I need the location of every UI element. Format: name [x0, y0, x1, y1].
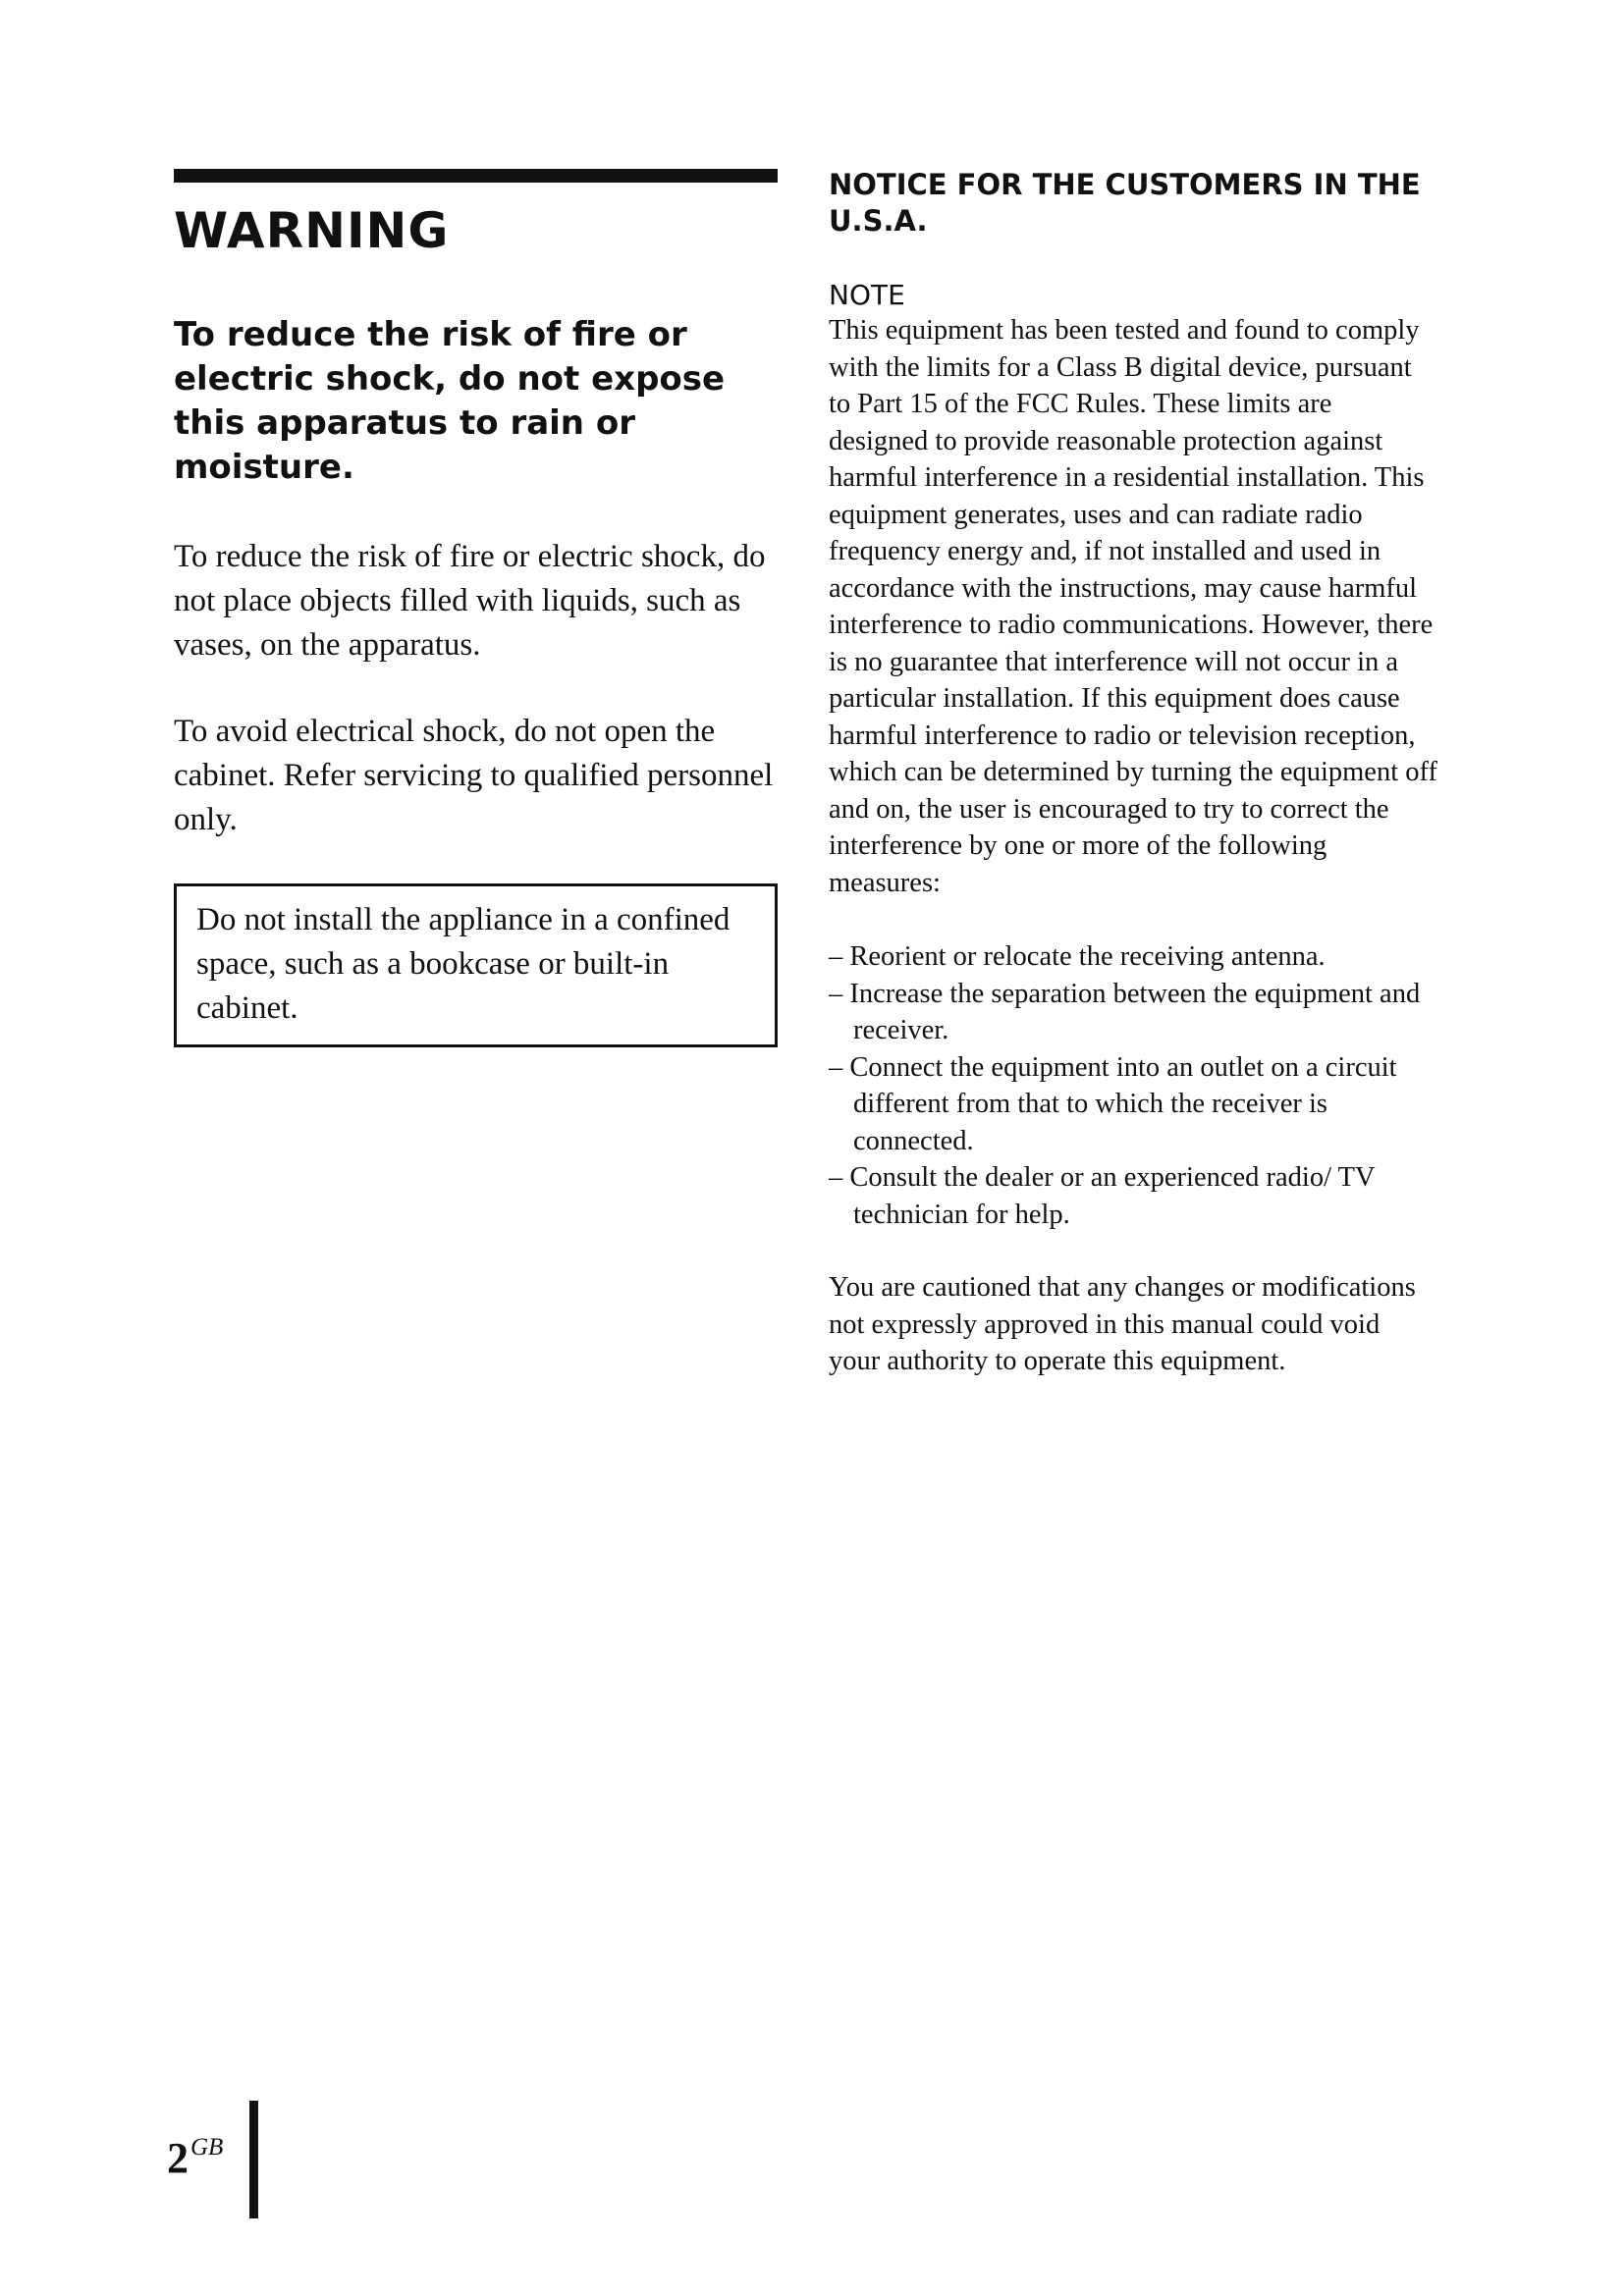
measures-list [829, 938, 1437, 1233]
warning-section [174, 169, 778, 1047]
list-item: – Reorient or relocate the receiving antenna. [829, 941, 1326, 972]
notice-heading: NOTICE FOR THE CUSTOMERS IN THE U.S.A. [829, 168, 1421, 238]
note-label: NOTE [829, 279, 905, 311]
list-item: – Consult the dealer or an experienced radio/ TV technician for help. [829, 1162, 1376, 1230]
page-number-value: 2 [167, 2134, 189, 2182]
list-item: – Connect the equipment into an outlet on a circuit different from that to which the receiver is connected. [829, 1051, 1397, 1156]
note-text: This equipment has been tested and found to comply with the limits for a Class B digital device, pursuant to Part 15 of the FCC Rules. These limits are designed to provide reasonable protection against harmful interference in a residential installation. This equipment generates, uses and can radiate radio frequency energy and, if not installed and used in accordance with the instructions, may cause harmful interference to radio communications. However, there is no guarantee that interference will not occur in a particular installation. If this equipment does cause harmful interference to radio or television reception, which can be determined by turning the equipment off and on, the user is encouraged to try to correct the interference by one or more of the following measures: [829, 315, 1437, 898]
list-item: – Increase the separation between the equipment and receiver. [829, 978, 1421, 1045]
installation-notice-box [174, 883, 778, 1047]
page-number-suffix: GB [190, 2134, 224, 2161]
warning-subheading: To reduce the risk of fire or electric shock, do not expose this apparatus to rain or moisture. [174, 315, 726, 487]
fcc-notice-section [829, 167, 1437, 1380]
warning-title: WARNING [174, 202, 450, 259]
installation-notice-text: Do not install the appliance in a confined space, such as a bookcase or built-in cabinet. [196, 902, 731, 1026]
warning-paragraph-liquids: To reduce the risk of fire or electric shock, do not place objects filled with liquids, such as vases, on the apparatus. [174, 539, 766, 663]
top-rule [174, 169, 778, 183]
footer-bar [249, 2101, 258, 2218]
warning-paragraph-shock: To avoid electrical shock, do not open the cabinet. Refer servicing to qualified personnel only. [174, 714, 774, 837]
caution-text: You are cautioned that any changes or modifications not expressly approved in this manual could void your authority to operate this equipment. [829, 1272, 1416, 1376]
page-number [167, 2133, 223, 2183]
